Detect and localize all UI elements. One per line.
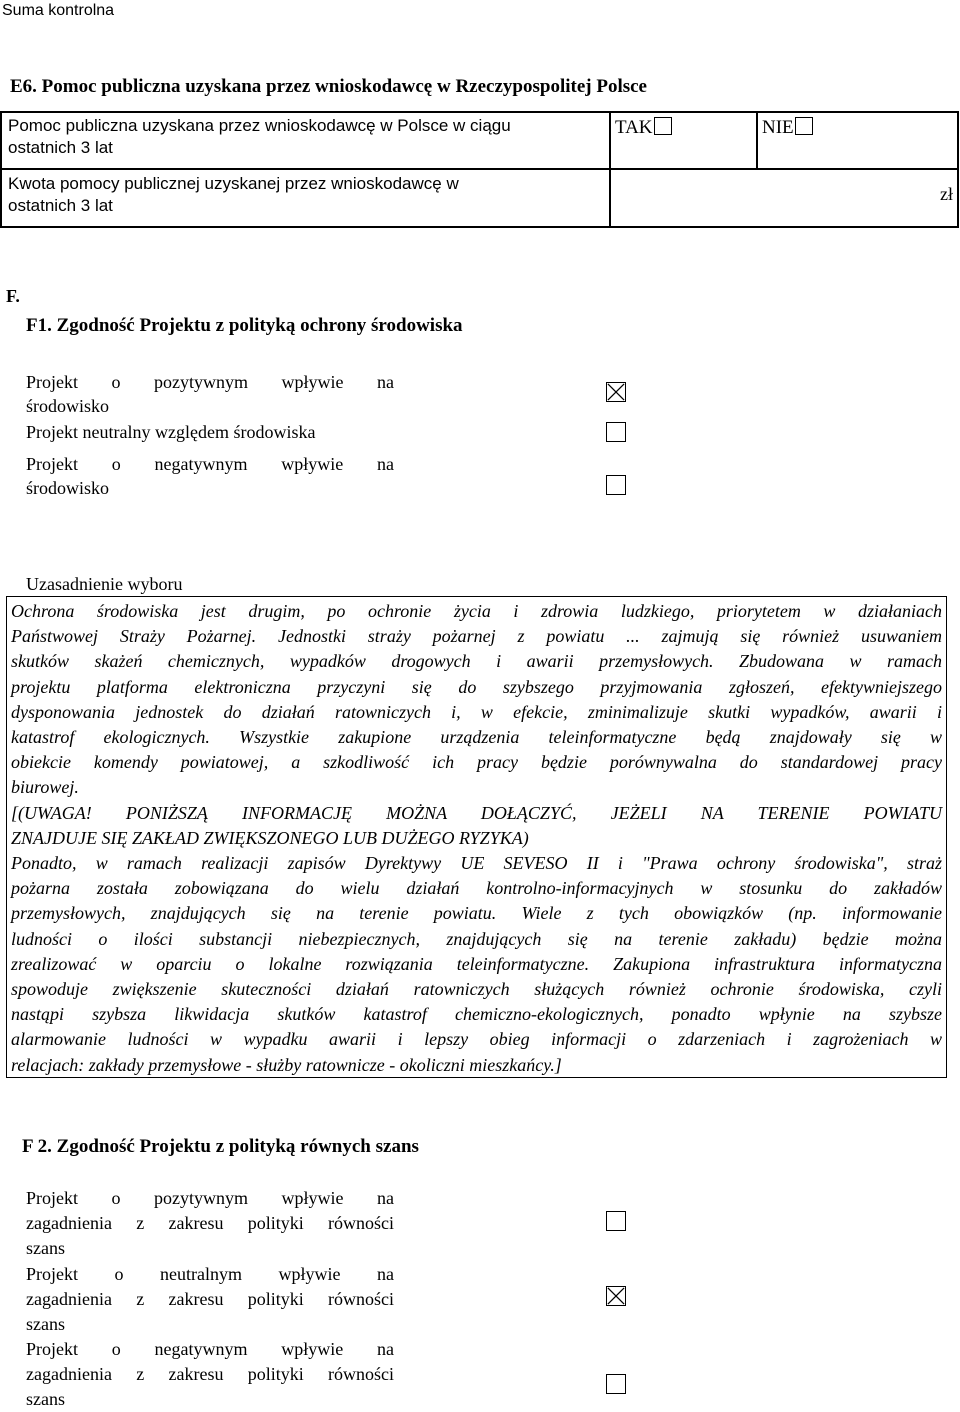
f1-neutral-checkbox[interactable] [606,422,626,442]
justification-line: pożarna została zobowiązana do wielu działań kontrolno-informacyjnych w stosunku do zakładów [11,878,942,899]
justification-line: relacjach: zakłady przemysłowe - służby ratownicze - okoliczni mieszkańcy.] [11,1054,562,1075]
public-aid-question-line2: ostatnich 3 lat [8,138,113,157]
justification-line: [(UWAGA! PONIŻSZĄ INFORMACJĘ MOŻNA DOŁĄCZYĆ, JEŻELI NA TERENIE POWIATU [11,802,942,823]
f1-option-negative-line1: Projekt o negatywnym wpływie na [26,454,394,474]
aid-amount-field[interactable] [611,170,957,226]
aid-amount-label-line1: Kwota pomocy publicznej uzyskanej przez wnioskodawcę w [8,174,459,193]
checked-cross-icon [607,1287,625,1305]
f1-option-neutral: Projekt neutralny względem środowiska [26,422,316,442]
f1-positive-checkbox[interactable] [606,382,626,402]
justification-line: ludności o ilości substancji niebezpiecznych, znajdujących się na terenie zakładu) będzie można [11,928,942,949]
nie-checkbox[interactable] [795,117,813,135]
justification-label: Uzasadnienie wyboru [26,574,183,594]
aid-amount-label-line2: ostatnich 3 lat [8,196,113,215]
f2-option-negative-line1: Projekt o negatywnym wpływie na [26,1339,394,1359]
f1-option-positive-line2: środowisko [26,396,110,416]
justification-line: zrealizować w oparciu o lokalne rozwiązania teleinformatyczne. Zakupiona infrastruktura informatyczna [11,953,942,974]
justification-line: projektu platforma elektroniczna przyczyni się do szybszego przyjmowania zgłoszeń, efektywniejszego [11,676,942,697]
tak-checkbox[interactable] [654,117,672,135]
f2-option-neutral-line3: szans [26,1314,65,1334]
nie-label: NIE [762,117,794,138]
f2-option-neutral-line2: zagadnienia z zakresu polityki równości [26,1289,394,1309]
tak-label: TAK [615,117,653,138]
checked-cross-icon [607,383,625,401]
section-e6-heading: E6. Pomoc publiczna uzyskana przez wnioskodawcę w Rzeczypospolitej Polsce [10,76,647,97]
justification-line: Państwowej Straży Pożarnej. Jednostki straży pożarnej z powiatu ... zajmują się również usuwaniem [11,626,942,647]
justification-line: spowoduje zwiększenie skuteczności działań ratowniczych służących również ochronie środowiska, czyli [11,979,942,1000]
justification-line: skutków skażeń chemicznych, wypadków drogowych i awarii przemysłowych. Zbudowana w ramach [11,651,942,672]
justification-line: przemysłowych, znajdujących się na terenie powiatu. Wiele z tych obowiązków (np. informowanie [11,903,942,924]
f2-neutral-checkbox[interactable] [606,1286,626,1306]
justification-box [6,596,947,1078]
section-f2-heading: F 2. Zgodność Projektu z polityką równych szans [22,1136,419,1157]
public-aid-table [0,111,959,228]
f2-option-negative-line3: szans [26,1389,65,1409]
justification-line: biurowej. [11,777,79,798]
justification-line: dysponowania jednostek do działań ratowniczych i, w efekcie, zminimalizuje skutki wypadków, awarii i [11,701,942,722]
f2-option-positive-line3: szans [26,1238,65,1258]
f1-option-negative-line2: środowisko [26,478,110,498]
justification-line: nastąpi szybsza likwidacja skutków katastrof chemiczno-ekologicznych, ponadto wpłynie na szybsze [11,1004,942,1025]
f2-negative-checkbox[interactable] [606,1374,626,1394]
f2-option-positive-line1: Projekt o pozytywnym wpływie na [26,1188,394,1208]
f2-option-neutral-line1: Projekt o neutralnym wpływie na [26,1264,394,1284]
section-f-letter: F. [6,286,20,306]
f2-positive-checkbox[interactable] [606,1211,626,1231]
justification-line: ZNAJDUJE SIĘ ZAKŁAD ZWIĘKSZONEGO LUB DUŻEGO RYZYKA) [11,827,529,848]
f1-negative-checkbox[interactable] [606,475,626,495]
f2-option-positive-line2: zagadnienia z zakresu polityki równości [26,1213,394,1233]
justification-line: Ponadto, w ramach realizacji zapisów Dyrektywy UE SEVESO II i "Prawa ochrony środowiska", straż [11,853,942,874]
justification-line: obiekcie komendy powiatowej, a szkodliwość ich pracy będzie porównywalna do standardowej pracy [11,752,942,773]
section-f1-heading: F1. Zgodność Projektu z polityką ochrony środowiska [26,315,463,336]
public-aid-question-line1: Pomoc publiczna uzyskana przez wnioskodawcę w Polsce w ciągu [8,116,511,135]
currency-label: zł [940,184,953,204]
f2-option-negative-line2: zagadnienia z zakresu polityki równości [26,1364,394,1384]
justification-line: alarmowanie ludności w wypadku awarii i lepszy obieg informacji o zdarzeniach i zagrożeniach w [11,1029,942,1050]
justification-line: Ochrona środowiska jest drugim, po ochronie życia i zdrowia ludzkiego, priorytetem w działaniach [11,601,942,621]
justification-line: katastrof ekologicznych. Wszystkie zakupione urządzenia teleinformatyczne będą znajdowały się w [11,727,942,748]
f1-option-positive-line1: Projekt o pozytywnym wpływie na [26,372,394,392]
header-label: Suma kontrolna [2,2,115,19]
